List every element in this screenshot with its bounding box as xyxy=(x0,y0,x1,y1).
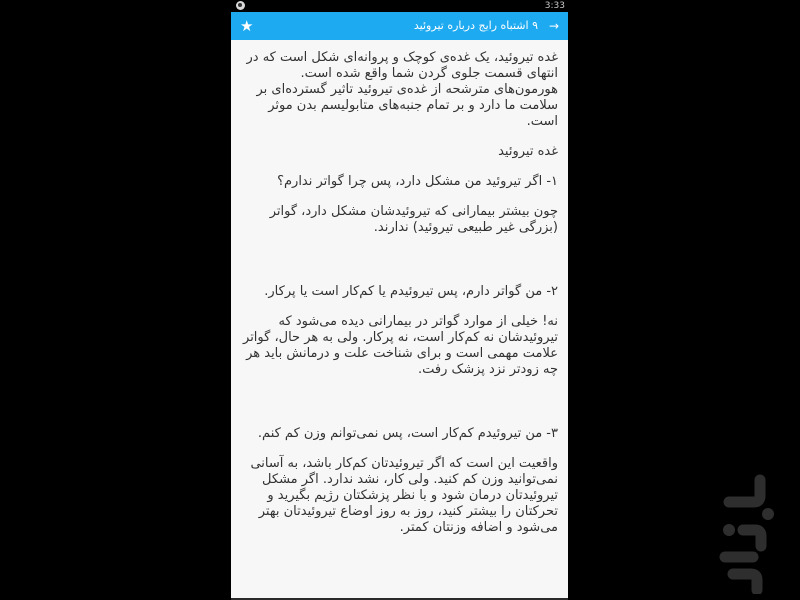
star-icon[interactable]: ★ xyxy=(240,17,254,35)
article-heading: غده تیروئید xyxy=(498,144,558,159)
question-1: ۱- اگر تیروئید من مشکل دارد، پس چرا گواتر ندارم؟ xyxy=(277,174,558,189)
page-title: ۹ اشتباه رایج درباره تیروئید xyxy=(413,19,538,32)
answer-1: چون بیشتر بیمارانی که تیروئیدشان مشکل دارد، گواتر (بزرگی غیر طبیعی تیروئید) ندارند. xyxy=(269,204,558,235)
globe-icon xyxy=(236,1,245,10)
article-body xyxy=(231,40,568,536)
phone-screen xyxy=(231,0,568,600)
bazaar-logo-icon xyxy=(715,474,775,594)
answer-3: واقعیت این است که اگر تیروئیدتان کم‌کار باشد، به آسانی نمی‌توانید وزن کم کنید. ولی کار، نشد ندارد. اگر مشکل تیروئیدتان درمان شود و با نظر پزشکتان رژیم بگیرید و تحرکتان را بیشتر کنید، روز به روز اوضاع تیروئیدتان بهتر می‌شود و اضافه وزنتان کمتر. xyxy=(250,456,558,535)
arrow-right-icon[interactable]: → xyxy=(548,19,559,33)
question-3: ۳- من تیروئیدم کم‌کار است، پس نمی‌توانم وزن کم کنم. xyxy=(257,426,558,441)
question-2: ۲- من گواتر دارم، پس تیروئیدم یا کم‌کار است یا پرکار. xyxy=(264,284,558,299)
article-intro: غده تیروئید، یک غده‌ی کوچک و پروانه‌ای شکل است که در انتهای قسمت جلوی گردن شما واقع شده است. هورمون‌های مترشحه از غده‌ی تیروئید تاثیر گسترده‌ای بر سلامت ما دارد و بر تمام جنبه‌های متابولیسم بدن موثر است. xyxy=(246,50,558,129)
answer-2: نه! خیلی از موارد گواتر در بیمارانی دیده می‌شود که تیروئیدشان نه کم‌کار است، نه پرکار. ولی به هر حال، گواتر علامت مهمی است و برای شناخت علت و درمانش باید هر چه زودتر نزد پزشک رفت. xyxy=(243,314,558,377)
app-bar xyxy=(231,12,568,40)
status-time: 3:33 xyxy=(544,1,565,11)
article-scroll-area[interactable] xyxy=(231,40,568,600)
status-bar xyxy=(231,0,568,12)
